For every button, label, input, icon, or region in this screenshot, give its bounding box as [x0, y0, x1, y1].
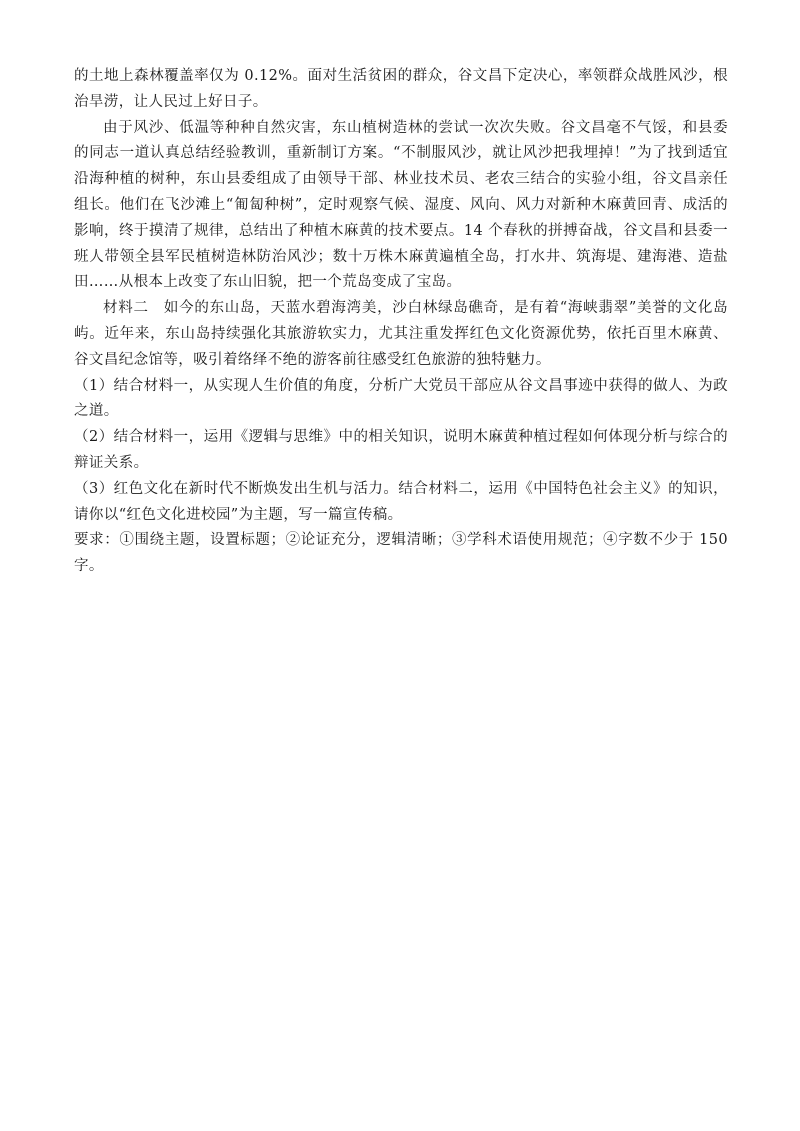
document-body	[74, 64, 728, 580]
question-3: （3）红色文化在新时代不断焕发出生机与活力。结合材料二，运用《中国特色社会主义》的知识，请你以“红色文化进校园”为主题，写一篇宣传稿。	[74, 480, 728, 523]
paragraph-material-one-story: 由于风沙、低温等种种自然灾害，东山植树造林的尝试一次次失败。谷文昌毫不气馁，和县委的同志一道认真总结经验教训，重新制订方案。“不制服风沙，就让风沙把我埋掉！”为了找到适宜沿海种植的树种，东山县委组成了由领导干部、林业技术员、老农三结合的实验小组，谷文昌亲任组长。他们在飞沙滩上“匍匐种树”，定时观察气候、湿度、风向、风力对新种木麻黄回青、成活的影响，终于摸清了规律，总结出了种植木麻黄的技术要点。14 个春秋的拼搏奋战，谷文昌和县委一班人带领全县军民植树造林防治风沙；数十万株木麻黄遍植全岛，打水井、筑海堤、建海港、造盐田……从根本上改变了东山旧貌，把一个荒岛变成了宝岛。	[74, 119, 728, 291]
paragraph-material-one-end: 的土地上森林覆盖率仅为 0.12%。面对生活贫困的群众，谷文昌下定决心，率领群众战胜风沙，根治旱涝，让人民过上好日子。	[74, 68, 728, 110]
requirement-line: 要求：①围绕主题，设置标题；②论证充分，逻辑清晰；③学科术语使用规范；④字数不少于 150 字。	[74, 532, 728, 575]
question-1: （1）结合材料一，从实现人生价值的角度，分析广大党员干部应从谷文昌事迹中获得的做人、为政之道。	[74, 377, 728, 420]
question-2: （2）结合材料一，运用《逻辑与思维》中的相关知识，说明木麻黄种植过程如何体现分析与综合的辩证关系。	[74, 429, 728, 471]
paragraph-material-two: 材料二 如今的东山岛，天蓝水碧海湾美，沙白林绿岛礁奇，是有着“海峡翡翠”美誉的文化岛屿。近年来，东山岛持续强化其旅游软实力，尤其注重发挥红色文化资源优势，依托百里木麻黄、谷文昌纪念馆等，吸引着络绎不绝的游客前往感受红色旅游的独特魅力。	[74, 300, 728, 368]
